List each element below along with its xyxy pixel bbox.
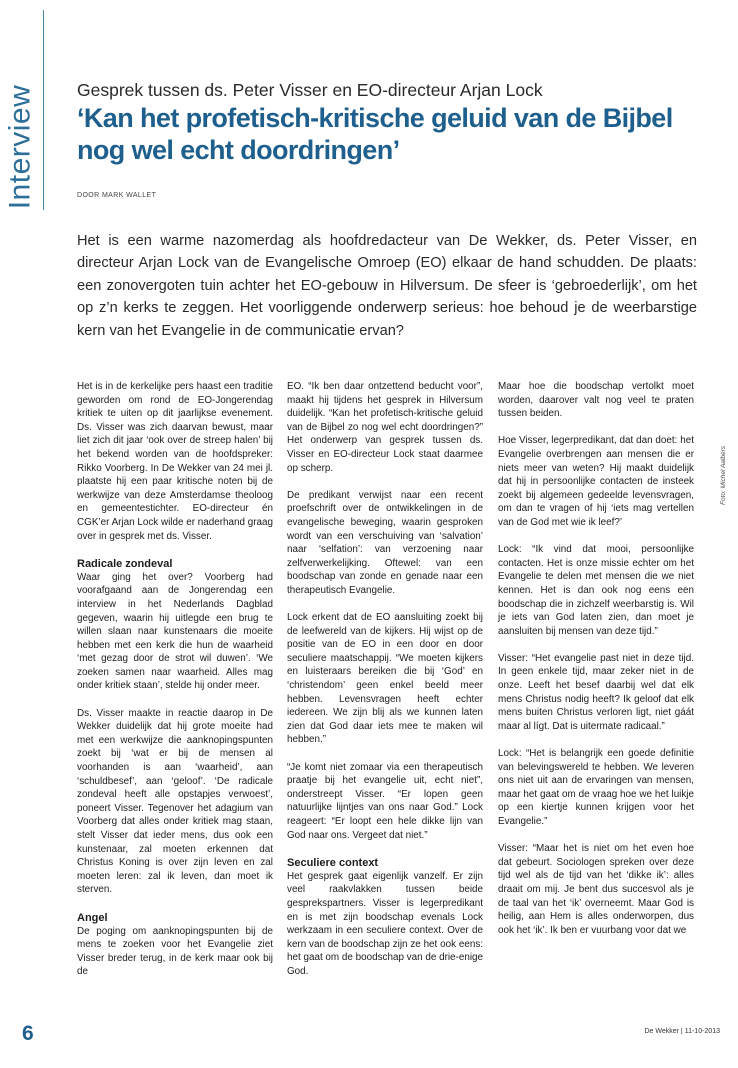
paragraph: EO. “Ik ben daar ontzettend beducht voor”, maakt hij tijdens het gesprek in Hilversum duidelijk. “Kan het profetisch-kritische geluid van de Bijbel zo nog wel echt doordringen?” Het onderwerp van gesprek tussen ds. Visser en EO-directeur Lock staat daarmee op scherp. bbox=[287, 381, 483, 474]
kicker: Gesprek tussen ds. Peter Visser en EO-directeur Arjan Lock bbox=[77, 80, 543, 100]
lead-paragraph: Het is een warme nazomerdag als hoofdredacteur van De Wekker, ds. Peter Visser, en directeur Arjan Lock van de Evangelische Omroep (EO) elkaar de hand schudden. De plaats: een zonovergoten tuin achter het EO-gebouw in Hilversum. De sfeer is ‘gebroederlijk’, om het op z’n kerks te zeggen. Het voorliggende onderwerp serieus: hoe behoud je de weerbarstige kern van het Evangelie in de communicatie ervan? bbox=[77, 233, 697, 339]
headline: ‘Kan het profetisch-kritische geluid van de Bijbel nog wel echt doordringen’ bbox=[77, 103, 673, 165]
article-column-1 bbox=[77, 380, 273, 993]
footer-publication: De Wekker | 11-10-2013 bbox=[644, 1028, 720, 1035]
byline: DOOR MARK WALLET bbox=[77, 192, 157, 199]
paragraph: Maar hoe die boodschap vertolkt moet worden, daarover valt nog veel te praten tussen beiden. bbox=[498, 381, 694, 420]
paragraph: Het gesprek gaat eigenlijk vanzelf. Er zijn veel raakvlakken tussen beide gesprekspartners. Visser is legerpredikant en is met zijn boodschap evenals Lock werkzaam in een seculiere context. Over de kern van de boodschap zijn ze het ook eens: het gaat om de boodschap van de drie-enige God. bbox=[287, 870, 483, 977]
paragraph: “Je komt niet zomaar via een therapeutisch praatje bij het evangelie uit, echt niet”, onderstreept Visser. “Er lopen geen natuurlijke lijntjes van ons naar God.” Lock reageert: “Er loopt een hele dikke lijn van God naar ons. Vergeet dat niet.” bbox=[287, 761, 483, 841]
photo-credit: Foto: Michel Aalbers bbox=[719, 445, 727, 505]
paragraph: De predikant verwijst naar een recent proefschrift over de ontwikkelingen in de evangelische beweging, waarin gesproken wordt van een verschuiving van ‘salvation’ naar ‘selfation’: van verzoening naar zelfverwerkelijking. Oftewel: van een boodschap van zonde en genade naar een therapeutisch Evangelie. bbox=[287, 489, 483, 596]
paragraph: Lock: “Ik vind dat mooi, persoonlijke contacten. Het is onze missie echter om het Evangelie te delen met mensen die we niet kennen. Het is dan ook nog eens een boodschap die in zichzelf weerbarstig is. Wil je iets van God laten zien, dan moet je aansluiten bij mensen van deze tijd.” bbox=[498, 544, 694, 637]
paragraph: Lock: “Het is belangrijk een goede definitie van belevingswereld te hebben. We leveren ons niet uit aan de ervaringen van mensen, maar het gaat om de vraag hoe we het luikje op een kiertje kunnen krijgen voor het Evangelie.” bbox=[498, 748, 694, 827]
paragraph: Hoe Visser, legerpredikant, dat dan doet: het Evangelie overbrengen aan mensen die er niets meer van weten? Hij maakt duidelijk dat hij in persoonlijke contacten de insteek zoekt bij algemeen gedeelde levensvragen, om dan te vragen of hij ‘iets mag vertellen van de God met wie ik leef?’ bbox=[498, 435, 694, 528]
paragraph: Visser: “Maar het is niet om het even hoe dat gebeurt. Sociologen spreken over deze tijd wel als de tijd van het ‘dikke ik’: alles draait om mij. Je bent dus succesvol als je de taal van het ‘ik’ overneemt. Maar God is heilig, aan Hem is alles onderworpen, dus ook het ‘ik’. Ik ben er vuurbang voor dat we bbox=[498, 843, 694, 936]
subheading: Angel bbox=[77, 911, 108, 924]
paragraph: Waar ging het over? Voorberg had voorafgaand aan de Jongerendag een interview in het Nederlands Dagblad gegeven, waarin hij uitlegde een brug te willen slaan naar kunstenaars die moeite hebben met een kerk die hun de waarheid ‘met gezag door de strot wil duwen’. ‘We zoeken samen naar waarheid. Alles mag onder kritiek staan’, stelde hij onder meer. bbox=[77, 571, 273, 692]
article-column-2 bbox=[287, 380, 483, 992]
page-number: 6 bbox=[22, 1022, 34, 1045]
subheading: Seculiere context bbox=[287, 856, 379, 869]
subheading: Radicale zondeval bbox=[77, 557, 173, 570]
paragraph: Het is in de kerkelijke pers haast een traditie geworden om rond de EO-Jongerendag kritiek te uiten op dit jaarlijkse evenement. Ds. Visser was zich daarvan bewust, maar liet zich dit jaar ‘ook over de streep halen’ bij het bekend worden van de hoofdspreker: Rikko Voorberg. In De Wekker van 24 mei jl. plaatste hij een paar kritische noten bij de werkwijze van deze Amsterdamse theoloog en gemeentestichter. EO-directeur én CGK’er Arjan Lock wilde er naderhand graag over in gesprek met ds. Visser. bbox=[77, 381, 273, 542]
section-label: Interview bbox=[3, 84, 37, 210]
paragraph: De poging om aanknopingspunten bij de mens te zoeken voor het Evangelie ziet Visser breder terug, in de kerk maar ook bij de bbox=[77, 925, 273, 978]
paragraph: Lock erkent dat de EO aansluiting zoekt bij de leefwereld van de kijkers. Hij wijst op de positie van de EO in een door en door seculiere maatschappij. “We moeten kijkers en luisteraars bereiken die bij ‘God’ en ‘christendom’ geen enkel beeld meer hebben. Levensvragen heeft echter iedereen. We zijn blij als we kunnen laten zien dat God daar iets mee te maken wil hebben.” bbox=[287, 612, 483, 746]
article-column-3 bbox=[498, 380, 694, 951]
paragraph: Visser: “Het evangelie past niet in deze tijd. In geen enkele tijd, maar zeker niet in de onze. Leeft het besef daarbij wel dat elk mens Christus nodig heeft? Ik geloof dat elk mens buiten Christus verloren ligt, niet gáát maar al lígt. Dat is uitermate radicaal.” bbox=[498, 652, 694, 732]
section-divider-line bbox=[43, 10, 44, 210]
paragraph: Ds. Visser maakte in reactie daarop in De Wekker duidelijk dat hij grote moeite had met een werkwijze die aanknopingspunten zoekt bij ‘wat er bij de mensen al voorhanden is aan ‘waarheid’, aan ‘schuldbesef’, aan ‘geloof’. ‘De radicale zondeval heeft alle opstapjes verwoest’, poneert Visser. Tegenover het adagium van Voorberg dat alles onder kritiek mag staan, stelt Visser dat ieder mens, dus ook een kunstenaar, zal moeten erkennen dat Christus Koning is over zijn leven en zal moeten leren: zal ik leven, dan moet ik sterven. bbox=[77, 707, 273, 896]
